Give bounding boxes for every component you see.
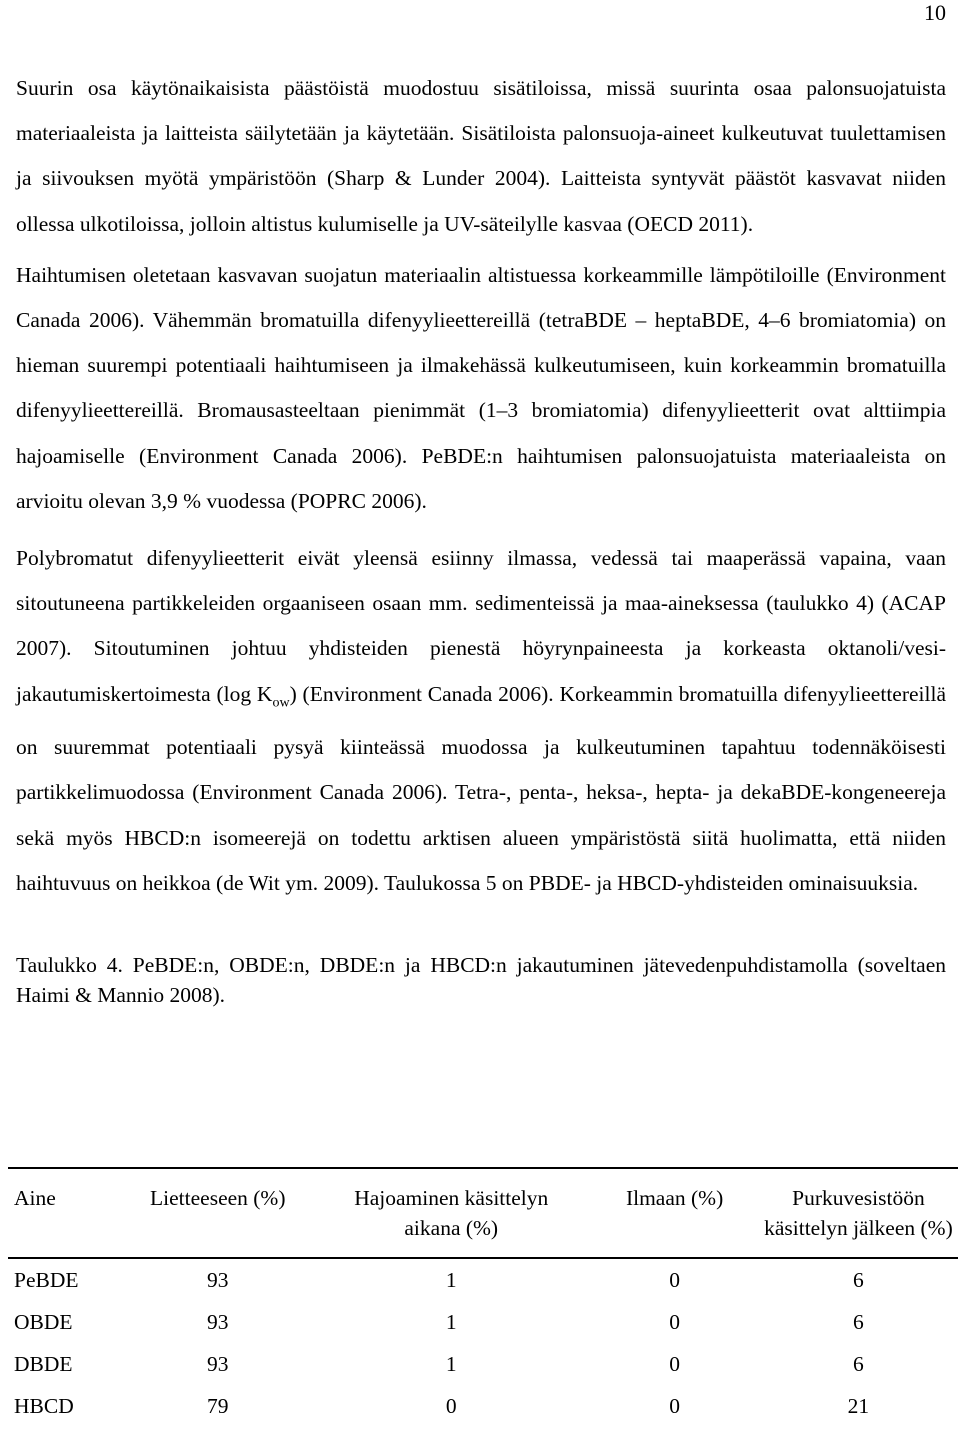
paragraph-2: Haihtumisen oletetaan kasvavan suojatun materiaalin altistuessa korkeammille lämpötiloille (Environment Canada 2006). Vähemmän bromatuilla difenyylieettereillä (tetraBDE – heptaBDE, 4–6 bromiatomia) on hieman suurempi potentiaali haihtumiseen ja ilmakehässä kulkeutumiseen, kuin korkeammin bromatuilla difenyylieettereillä. Bromausasteeltaan pienimmät (1–3 bromiatomia) difenyylieetterit ovat alttiimpia hajoamiselle (Environment Canada 2006). PeBDE:n haihtumisen palonsuojatuista materiaaleista on arvioitu olevan 3,9 % vuodessa (POPRC 2006). (16, 262, 946, 513)
table-row (8, 1301, 958, 1343)
cell-hajoaminen: 0 (445, 1394, 457, 1418)
table-row (8, 1258, 958, 1301)
cell-lietteeseen: 93 (207, 1268, 229, 1292)
distribution-table (8, 1167, 958, 1427)
cell-aine: PeBDE (14, 1268, 79, 1292)
header-aine: Aine (8, 1169, 123, 1258)
body-text (16, 66, 946, 1010)
cell-purkuvesistoon: 6 (853, 1352, 864, 1376)
cell-purkuvesistoon: 21 (847, 1394, 870, 1418)
cell-ilmaan: 0 (669, 1268, 680, 1292)
cell-hajoaminen: 1 (445, 1268, 457, 1292)
table-header-row (8, 1169, 958, 1258)
paragraph-3 (16, 536, 946, 906)
header-ilmaan: Ilmaan (%) (590, 1169, 759, 1258)
cell-aine: OBDE (14, 1310, 73, 1334)
table-row (8, 1343, 958, 1385)
paragraph-3-part2: ) (Environment Canada 2006). Korkeammin bromatuilla difenyylieettereillä on suuremmat potentiaali pysyä kiinteässä muodossa ja kulkeutuminen tapahtuu todennäköisesti partikkelimuodossa (Environment Canada 2006). Tetra-, penta-, heksa-, hepta- ja dekaBDE-kongeneereja sekä myös HBCD:n isomeerejä on todettu arktisen alueen ympäristöstä siitä huolimatta, että niiden haihtuvuus on heikkoa (de Wit ym. 2009). Taulukossa 5 on PBDE- ja HBCD-yhdisteiden ominaisuuksia. (16, 681, 946, 895)
header-hajoaminen: Hajoaminen käsittelyn aikana (%) (312, 1169, 590, 1258)
cell-lietteeseen: 79 (207, 1394, 229, 1418)
cell-ilmaan: 0 (669, 1310, 680, 1334)
paragraph-3-part1: Polybromatut difenyylieetterit eivät yleensä esiinny ilmassa, vedessä tai maaperässä vapaina, vaan sitoutuneena partikkeleiden orgaaniseen osaan mm. sedimenteissä ja maa-aineksessa (taulukko 4) (ACAP 2007). Sitoutuminen johtuu yhdisteiden pienestä höyrynpaineesta ja korkeasta oktanoli/vesi-jakautumiskertoimesta (log K (16, 546, 946, 706)
page-number: 10 (924, 0, 946, 25)
header-purkuvesistoon: Purkuvesistöön käsittelyn jälkeen (%) (759, 1169, 958, 1258)
cell-hajoaminen: 1 (445, 1310, 457, 1334)
cell-hajoaminen: 1 (445, 1352, 457, 1376)
table-row (8, 1385, 958, 1427)
cell-purkuvesistoon: 6 (853, 1268, 864, 1292)
cell-purkuvesistoon: 6 (853, 1310, 864, 1334)
paragraph-1: Suurin osa käytönaikaisista päästöistä muodostuu sisätiloissa, missä suurinta osaa palonsuojatuista materiaaleista ja laitteista säilytetään ja käytetään. Sisätiloista palonsuoja-aineet kulkeutuvat tuulettamisen ja siivouksen myötä ympäristöön (Sharp & Lunder 2004). Laitteista syntyvät päästöt kasvavat niiden ollessa ulkotiloissa, jolloin altistus kulumiselle ja UV-säteilylle kasvaa (OECD 2011). (16, 76, 946, 236)
cell-aine: DBDE (14, 1352, 73, 1376)
table-caption: Taulukko 4. PeBDE:n, OBDE:n, DBDE:n ja HBCD:n jakautuminen jätevedenpuhdistamolla (soveltaen Haimi & Mannio 2008). (16, 952, 946, 1007)
cell-aine: HBCD (14, 1394, 74, 1418)
log-kow-subscript: ow (272, 694, 290, 710)
cell-ilmaan: 0 (669, 1352, 680, 1376)
cell-lietteeseen: 93 (207, 1310, 229, 1334)
header-lietteeseen: Lietteeseen (%) (123, 1169, 312, 1258)
cell-ilmaan: 0 (669, 1394, 680, 1418)
cell-lietteeseen: 93 (207, 1352, 229, 1376)
